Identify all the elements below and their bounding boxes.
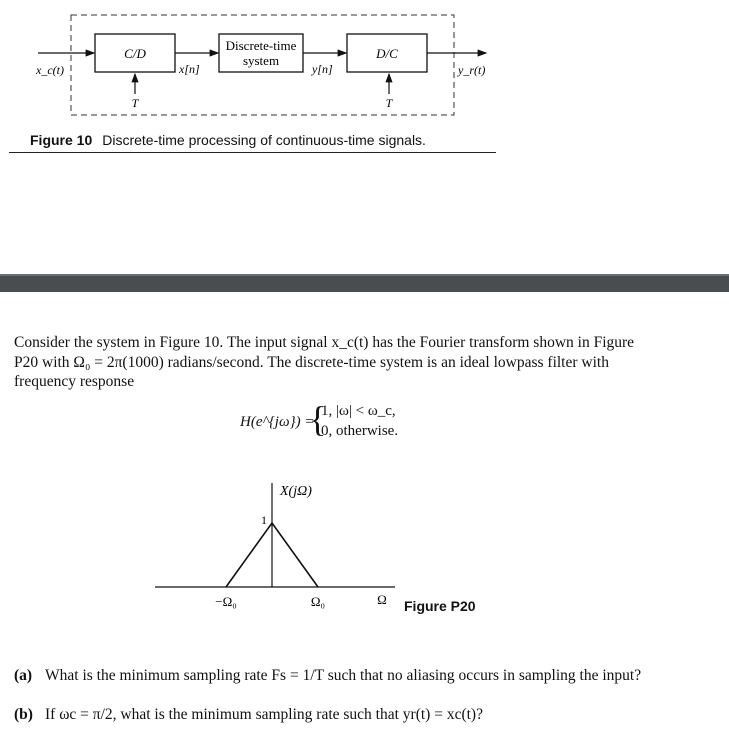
yn-label: y[n]	[312, 62, 333, 76]
equation-lhs: H(e^{jω}) =	[240, 414, 315, 430]
spectrum-y-label: X(jΩ)	[280, 484, 312, 499]
figure-p20-caption: Figure P20	[404, 598, 476, 614]
equation-case1: 1, |ω| < ω_c,	[321, 403, 396, 419]
question-a	[14, 666, 644, 685]
question-b-label: (b)	[14, 706, 33, 723]
figure-10-caption	[30, 132, 426, 148]
problem-intro: Consider the system in Figure 10. The input signal x_c(t) has the Fourier transform shown in Figure P20 with Ω₀ = 2π(1000) radians/second. The discrete-time system is an ideal lowpass filter with frequency response	[14, 334, 635, 390]
neg-omega0-label: −Ω₀	[215, 594, 237, 609]
question-a-text: What is the minimum sampling rate Fs = 1/T such that no aliasing occurs in sampling the input?	[45, 667, 642, 684]
dt-label-line2: system	[242, 53, 280, 68]
section-divider	[0, 274, 729, 292]
peak-label: 1	[261, 513, 267, 527]
question-b-text: If ωc = π/2, what is the minimum sampling rate such that yr(t) = xc(t)?	[45, 706, 483, 723]
question-a-label: (a)	[14, 667, 33, 684]
input-signal-label: x_c(t)	[36, 63, 64, 77]
caption-rule	[9, 152, 496, 153]
figure-p20-spectrum	[150, 478, 500, 618]
figure-10-number: Figure 10	[30, 132, 93, 148]
omega-axis-label: Ω	[377, 592, 387, 607]
equation-brace: {	[309, 399, 327, 439]
dt-label-line1: Discrete-time	[225, 38, 297, 53]
figure-10-caption-text: Discrete-time processing of continuous-time signals.	[102, 132, 426, 148]
xn-label: x[n]	[179, 62, 200, 76]
output-signal-label: y_r(t)	[458, 63, 486, 77]
dc-label: D/C	[376, 46, 398, 61]
t-label-right: T	[385, 96, 393, 110]
pos-omega0-label: Ω₀	[310, 594, 326, 609]
t-label-left: T	[131, 96, 139, 110]
cd-label: C/D	[124, 46, 146, 61]
question-b	[14, 705, 644, 724]
equation-case2: 0, otherwise.	[321, 423, 399, 439]
